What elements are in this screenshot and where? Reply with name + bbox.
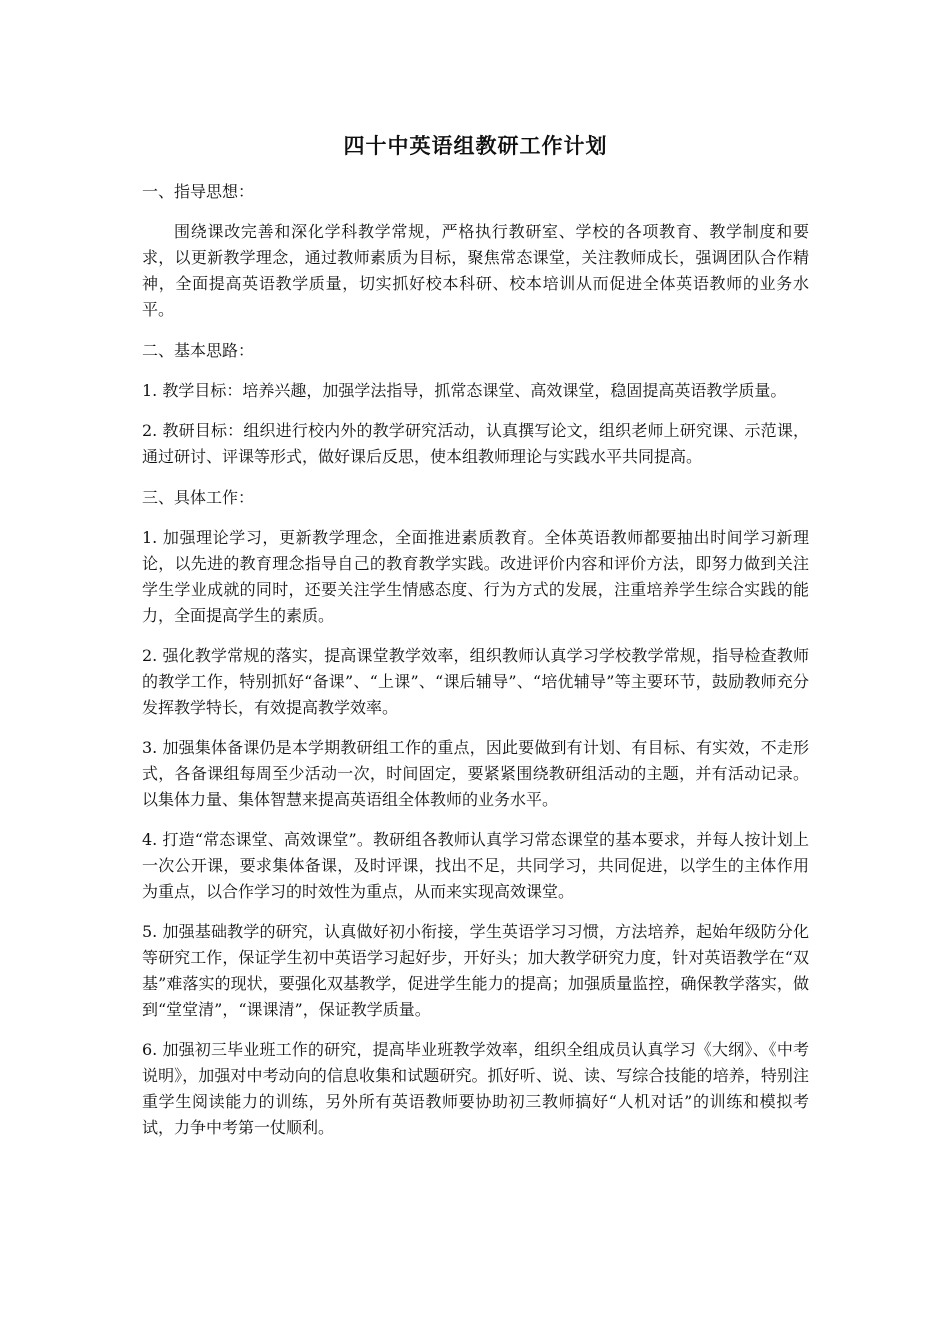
list-item-foundation-teaching: 5. 加强基础教学的研究，认真做好初小衔接，学生英语学习习惯，方法培养，起始年级防分化等研究工作，保证学生初中英语学习起好步，开好头；加大教学研究力度，针对英语教学在“双基”难落实的现状，要强化双基教学，促进学生能力的提高；加强质量监控，确保教学落实，做到“堂堂清”，“课课清”，保证教学质量。	[142, 922, 809, 1019]
document-page	[142, 128, 809, 1155]
list-item-research-goal: 2. 教研目标：组织进行校内外的教学研究活动，认真撰写论文，组织老师上研究课、示范课，通过研讨、评课等形式，做好课后反思，使本组教师理论与实践水平共同提高。	[142, 421, 809, 466]
section-body-guiding-ideology: 围绕课改完善和深化学科教学常规，严格执行教研室、学校的各项教育、教学制度和要求，以更新教学理念，通过教师素质为目标，聚焦常态课堂，关注教师成长，强调团队合作精神，全面提高英语教学质量，切实抓好校本科研、校本培训从而促进全体英语教师的业务水平。	[142, 222, 809, 319]
list-item-teaching-routine: 2. 强化教学常规的落实，提高课堂教学效率，组织教师认真学习学校教学常规，指导检查教师的教学工作，特别抓好“备课”、“上课”、“课后辅导”、“培优辅导”等主要环节，鼓励教师充分发挥教学特长，有效提高教学效率。	[142, 646, 809, 717]
section-heading-guiding-ideology: 一、指导思想：	[142, 182, 255, 201]
list-item-efficient-classroom: 4. 打造“常态课堂、高效课堂”。教研组各教师认真学习常态课堂的基本要求，并每人按计划上一次公开课，要求集体备课，及时评课，找出不足，共同学习，共同促进，以学生的主体作用为重点，以合作学习的时效性为重点，从而来实现高效课堂。	[142, 830, 809, 901]
list-item-group-lesson-prep: 3. 加强集体备课仍是本学期教研组工作的重点，因此要做到有计划、有目标、有实效，不走形式，各备课组每周至少活动一次，时间固定，要紧紧围绕教研组活动的主题，并有活动记录。以集体力量、集体智慧来提高英语组全体教师的业务水平。	[142, 738, 809, 809]
list-item-teaching-goal: 1. 教学目标：培养兴趣，加强学法指导，抓常态课堂、高效课堂，稳固提高英语教学质量。	[142, 381, 787, 400]
section-heading-basic-approach: 二、基本思路：	[142, 341, 255, 360]
list-item-theory-study: 1. 加强理论学习，更新教学理念，全面推进素质教育。全体英语教师都要抽出时间学习新理论，以先进的教育理念指导自己的教育教学实践。改进评价内容和评价方法，即努力做到关注学生学业成就的同时，还要关注学生情感态度、行为方式的发展，注重培养学生综合实践的能力，全面提高学生的素质。	[142, 528, 809, 625]
section-heading-specific-work: 三、具体工作：	[142, 488, 255, 507]
list-item-graduating-class: 6. 加强初三毕业班工作的研究，提高毕业班教学效率，组织全组成员认真学习《大纲》、《中考说明》，加强对中考动向的信息收集和试题研究。抓好听、说、读、写综合技能的培养，特别注重学生阅读能力的训练，另外所有英语教师要协助初三教师搞好“人机对话”的训练和模拟考试，力争中考第一仗顺利。	[142, 1040, 809, 1137]
document-title: 四十中英语组教研工作计划	[343, 133, 608, 158]
